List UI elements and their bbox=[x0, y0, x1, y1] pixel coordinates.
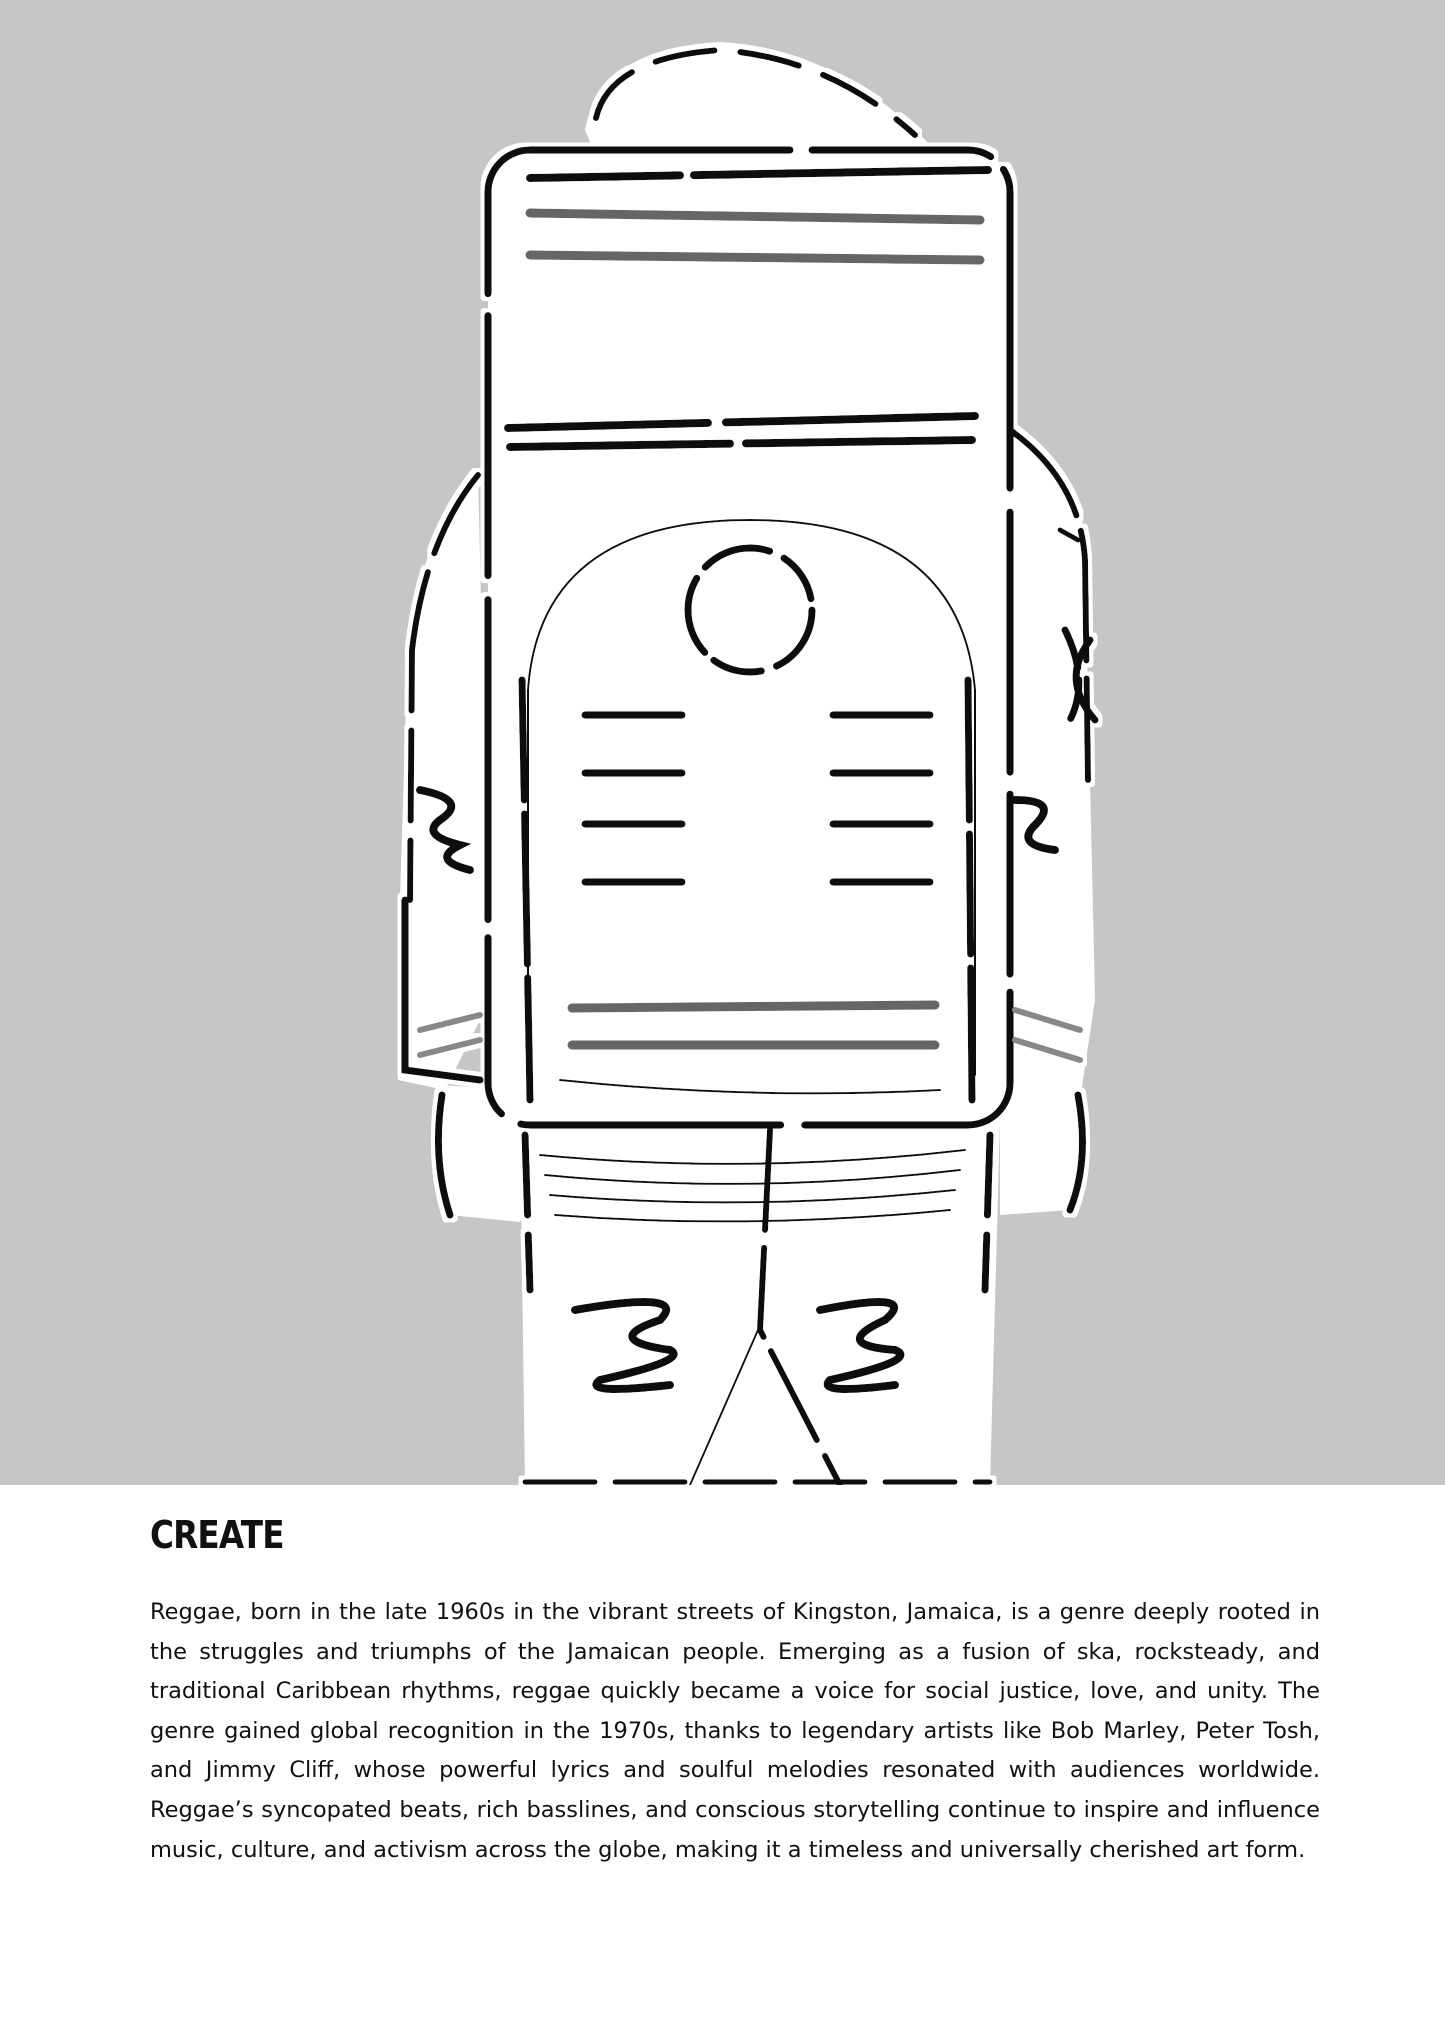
section-heading: CREATE bbox=[150, 1513, 284, 1557]
section-body: Reggae, born in the late 1960s in the vibrant streets of Kingston, Jamaica, is a genre deeply rooted in the struggles and triumphs of the Jamaican people. Emerging as a fusion of ska, rocksteady, and traditional Caribbean rhythms, reggae quickly became a voice for social justice, love, and unity. The genre gained global recognition in the 1970s, thanks to legendary artists like Bob Marley, Peter Tosh, and Jimmy Cliff, whose powerful lyrics and soulful melodies resonated with audiences worldwide. Reggae’s syncopated beats, rich basslines, and conscious storytelling continue to inspire and influence music, culture, and activism across the globe, making it a timeless and universally cherished art form. bbox=[150, 1599, 1320, 1863]
